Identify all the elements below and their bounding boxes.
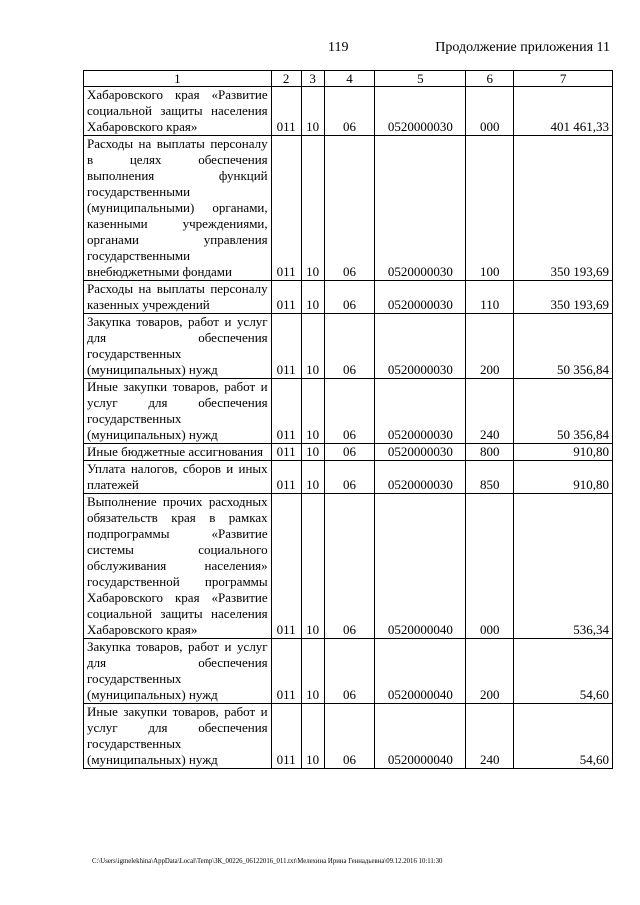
section-code-cell: 10 (301, 281, 324, 314)
amount-cell: 350 193,69 (514, 281, 613, 314)
row-name-cell: Уплата налогов, сборов и иных платежей (84, 461, 272, 494)
column-header: 5 (375, 71, 466, 87)
row-name-cell: Иные закупки товаров, работ и услуг для обеспечения государственных (муниципальных) нужд (84, 704, 272, 769)
amount-cell: 50 356,84 (514, 379, 613, 444)
ministry-code-cell: 011 (271, 379, 301, 444)
expense-type-cell: 000 (466, 494, 514, 639)
target-article-cell: 0520000030 (375, 136, 466, 281)
appendix-continuation-title: Продолжение приложения 11 (435, 40, 610, 55)
row-name-cell: Расходы на выплаты персоналу в целях обеспечения выполнения функций государственными (муниципальными) органами, казенными учреждениями, органами управления государственными внебюджетными фондами (84, 136, 272, 281)
row-name-cell: Закупка товаров, работ и услуг для обеспечения государственных (муниципальных) нужд (84, 639, 272, 704)
subsection-code-cell: 06 (324, 639, 375, 704)
ministry-code-cell: 011 (271, 136, 301, 281)
amount-cell: 910,80 (514, 461, 613, 494)
table-row (84, 281, 613, 314)
budget-table (83, 70, 613, 769)
amount-cell: 536,34 (514, 494, 613, 639)
row-name-cell: Иные закупки товаров, работ и услуг для обеспечения государственных (муниципальных) нужд (84, 379, 272, 444)
target-article-cell: 0520000040 (375, 704, 466, 769)
ministry-code-cell: 011 (271, 314, 301, 379)
table-row (84, 494, 613, 639)
table-row (84, 379, 613, 444)
section-code-cell: 10 (301, 704, 324, 769)
target-article-cell: 0520000030 (375, 87, 466, 136)
table-row (84, 704, 613, 769)
ministry-code-cell: 011 (271, 461, 301, 494)
row-name-cell: Хабаровского края «Развитие социальной защиты населения Хабаровского края» (84, 87, 272, 136)
subsection-code-cell: 06 (324, 494, 375, 639)
target-article-cell: 0520000030 (375, 379, 466, 444)
expense-type-cell: 000 (466, 87, 514, 136)
section-code-cell: 10 (301, 314, 324, 379)
target-article-cell: 0520000030 (375, 314, 466, 379)
row-name-cell: Выполнение прочих расходных обязательств края в рамках подпрограммы «Развитие системы социального обслуживания населения» государственной программы Хабаровского края «Развитие социальной защиты населения Хабаровского края» (84, 494, 272, 639)
column-header: 7 (514, 71, 613, 87)
subsection-code-cell: 06 (324, 136, 375, 281)
amount-cell: 50 356,84 (514, 314, 613, 379)
row-name-cell: Расходы на выплаты персоналу казенных учреждений (84, 281, 272, 314)
column-header: 6 (466, 71, 514, 87)
row-name-cell: Закупка товаров, работ и услуг для обеспечения государственных (муниципальных) нужд (84, 314, 272, 379)
ministry-code-cell: 011 (271, 704, 301, 769)
section-code-cell: 10 (301, 136, 324, 281)
table-body (84, 87, 613, 769)
row-name-cell: Иные бюджетные ассигнования (84, 444, 272, 461)
target-article-cell: 0520000040 (375, 639, 466, 704)
ministry-code-cell: 011 (271, 281, 301, 314)
subsection-code-cell: 06 (324, 704, 375, 769)
section-code-cell: 10 (301, 461, 324, 494)
column-number-row (84, 71, 613, 87)
ministry-code-cell: 011 (271, 639, 301, 704)
table-row (84, 314, 613, 379)
table-row (84, 87, 613, 136)
target-article-cell: 0520000030 (375, 281, 466, 314)
target-article-cell: 0520000030 (375, 461, 466, 494)
section-code-cell: 10 (301, 444, 324, 461)
table-row (84, 461, 613, 494)
subsection-code-cell: 06 (324, 461, 375, 494)
column-header: 1 (84, 71, 272, 87)
table-header (84, 71, 613, 87)
expense-type-cell: 240 (466, 704, 514, 769)
amount-cell: 401 461,33 (514, 87, 613, 136)
page-number: 119 (328, 40, 349, 55)
table-row (84, 136, 613, 281)
subsection-code-cell: 06 (324, 444, 375, 461)
target-article-cell: 0520000040 (375, 494, 466, 639)
amount-cell: 54,60 (514, 704, 613, 769)
column-header: 4 (324, 71, 375, 87)
table-row (84, 444, 613, 461)
amount-cell: 350 193,69 (514, 136, 613, 281)
section-code-cell: 10 (301, 379, 324, 444)
footer-file-path: C:\Users\igmelekhina\AppData\Local\Temp\ЗК_00226_06122016_011.txt\Мелехина Ирина Геннадьевна\09.12.2016 10:11:30 (92, 858, 443, 865)
expense-type-cell: 850 (466, 461, 514, 494)
column-header: 2 (271, 71, 301, 87)
subsection-code-cell: 06 (324, 379, 375, 444)
subsection-code-cell: 06 (324, 314, 375, 379)
expense-type-cell: 800 (466, 444, 514, 461)
expense-type-cell: 100 (466, 136, 514, 281)
subsection-code-cell: 06 (324, 87, 375, 136)
ministry-code-cell: 011 (271, 494, 301, 639)
target-article-cell: 0520000030 (375, 444, 466, 461)
table-row (84, 639, 613, 704)
amount-cell: 54,60 (514, 639, 613, 704)
amount-cell: 910,80 (514, 444, 613, 461)
section-code-cell: 10 (301, 494, 324, 639)
expense-type-cell: 240 (466, 379, 514, 444)
column-header: 3 (301, 71, 324, 87)
expense-type-cell: 200 (466, 639, 514, 704)
ministry-code-cell: 011 (271, 444, 301, 461)
expense-type-cell: 110 (466, 281, 514, 314)
expense-type-cell: 200 (466, 314, 514, 379)
ministry-code-cell: 011 (271, 87, 301, 136)
section-code-cell: 10 (301, 639, 324, 704)
subsection-code-cell: 06 (324, 281, 375, 314)
section-code-cell: 10 (301, 87, 324, 136)
